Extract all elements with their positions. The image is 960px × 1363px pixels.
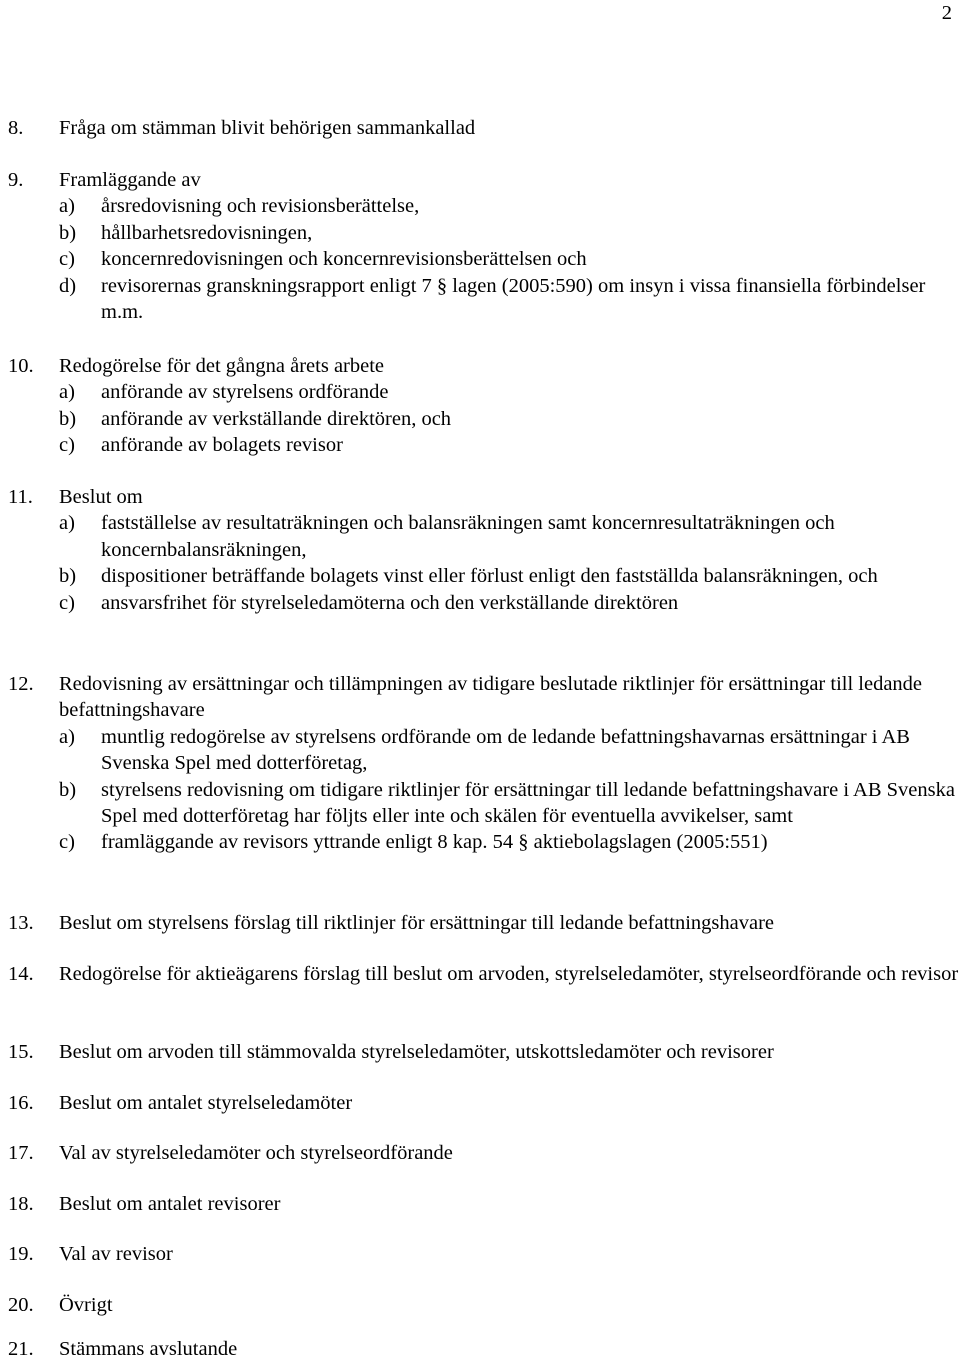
- subitem: [59, 829, 960, 855]
- item-number: 16.: [8, 1092, 34, 1114]
- item-number: 19.: [8, 1243, 34, 1265]
- item-number: 10.: [8, 355, 34, 377]
- item-title: Redogörelse för aktieägarens förslag till beslut om arvoden, styrelseledamöter, styrelseordförande och revisor: [59, 963, 959, 985]
- agenda-item-10: [8, 353, 960, 459]
- item-number: 12.: [8, 673, 34, 695]
- subitem: [59, 406, 960, 432]
- subitem-text: koncernredovisningen och koncernrevisionsberättelsen och: [101, 248, 587, 271]
- subitem-letter: b): [59, 221, 77, 244]
- subitem-text: årsredovisning och revisionsberättelse,: [101, 195, 420, 218]
- agenda-item-8: [8, 115, 960, 141]
- subitem-text: framläggande av revisors yttrande enligt 8 kap. 54 § aktiebolagslagen (2005:551): [101, 831, 768, 854]
- subitem-text: dispositioner beträffande bolagets vinst eller förlust enligt den fastställda balansräkningen, och: [101, 565, 878, 588]
- subitem-letter: a): [59, 512, 75, 535]
- item-title: Framläggande av: [59, 169, 201, 191]
- subitem-text: anförande av styrelsens ordförande: [101, 381, 389, 404]
- subitem: [59, 379, 960, 405]
- subitem-letter: b): [59, 407, 77, 430]
- agenda-item-14: [8, 961, 960, 987]
- item-title: Övrigt: [59, 1294, 113, 1316]
- subitem-text: hållbarhetsredovisningen,: [101, 221, 313, 244]
- subitem-letter: a): [59, 195, 75, 218]
- item-title: Beslut om antalet revisorer: [59, 1193, 281, 1215]
- subitem: [59, 563, 960, 589]
- subitem-text: anförande av bolagets revisor: [101, 434, 343, 457]
- item-title: Val av revisor: [59, 1243, 173, 1265]
- item-number: 13.: [8, 912, 34, 934]
- agenda-item-13: [8, 910, 960, 936]
- subitem: [59, 273, 960, 326]
- subitem-text: ansvarsfrihet för styrelseledamöterna och den verkställande direktören: [101, 591, 679, 614]
- agenda-item-11: [8, 484, 960, 616]
- item-number: 11.: [8, 486, 33, 508]
- item-title: Beslut om antalet styrelseledamöter: [59, 1092, 353, 1114]
- subitem-letter: c): [59, 591, 75, 614]
- subitem-letter: d): [59, 274, 77, 297]
- agenda-item-18: [8, 1191, 960, 1217]
- item-number: 15.: [8, 1041, 34, 1063]
- item-title: Stämmans avslutande: [59, 1338, 238, 1360]
- item-title: Beslut om: [59, 486, 143, 508]
- item-title: Fråga om stämman blivit behörigen sammankallad: [59, 117, 476, 139]
- agenda-item-20: [8, 1292, 960, 1318]
- agenda-item-15: [8, 1039, 960, 1065]
- subitem: [59, 510, 960, 563]
- item-title: Val av styrelseledamöter och styrelseordförande: [59, 1142, 453, 1164]
- subitem-text: revisorernas granskningsrapport enligt 7 § lagen (2005:590) om insyn i vissa finansiella förbindelser m.m.: [101, 274, 926, 324]
- agenda-item-21: [8, 1336, 960, 1362]
- subitem-letter: b): [59, 778, 77, 801]
- agenda-item-12: [8, 671, 960, 856]
- subitem-letter: c): [59, 831, 75, 854]
- agenda-item-16: [8, 1090, 960, 1116]
- item-title: Redovisning av ersättningar och tillämpningen av tidigare beslutade riktlinjer för ersättningar till ledande befattningshavare: [59, 673, 923, 722]
- subitem: [59, 777, 960, 830]
- item-title: Beslut om arvoden till stämmovalda styrelseledamöter, utskottsledamöter och revisorer: [59, 1041, 774, 1063]
- subitem-letter: c): [59, 434, 75, 457]
- item-title: Redogörelse för det gångna årets arbete: [59, 355, 385, 377]
- agenda-item-17: [8, 1140, 960, 1166]
- subitem-letter: c): [59, 248, 75, 271]
- subitem: [59, 246, 960, 272]
- subitem-text: styrelsens redovisning om tidigare riktlinjer för ersättningar till ledande befattningshavare i AB Svenska Spel med dotterföretag har följts eller inte och skälen för eventuella avvikelser, samt: [101, 778, 955, 828]
- subitem: [59, 220, 960, 246]
- agenda-item-9: [8, 167, 960, 325]
- agenda-item-19: [8, 1241, 960, 1267]
- subitem-letter: b): [59, 565, 77, 588]
- item-number: 8.: [8, 117, 24, 139]
- subitem-text: anförande av verkställande direktören, och: [101, 407, 452, 430]
- item-number: 21.: [8, 1338, 34, 1360]
- subitem: [59, 724, 960, 777]
- item-number: 20.: [8, 1294, 34, 1316]
- subitem-text: fastställelse av resultaträkningen och balansräkningen samt koncernresultaträkningen och koncernbalansräkningen,: [101, 512, 835, 561]
- item-number: 17.: [8, 1142, 34, 1164]
- subitem: [59, 590, 960, 616]
- item-number: 14.: [8, 963, 34, 985]
- subitem-text: muntlig redogörelse av styrelsens ordförande om de ledande befattningshavarnas ersättningar i AB Svenska Spel med dotterföretag,: [101, 725, 910, 775]
- item-number: 9.: [8, 169, 24, 191]
- item-title: Beslut om styrelsens förslag till riktlinjer för ersättningar till ledande befattningshavare: [59, 912, 775, 934]
- item-number: 18.: [8, 1193, 34, 1215]
- subitem: [59, 193, 960, 219]
- page-number: 2: [941, 2, 952, 24]
- subitem-letter: a): [59, 725, 75, 748]
- subitem-letter: a): [59, 381, 75, 404]
- subitem: [59, 432, 960, 458]
